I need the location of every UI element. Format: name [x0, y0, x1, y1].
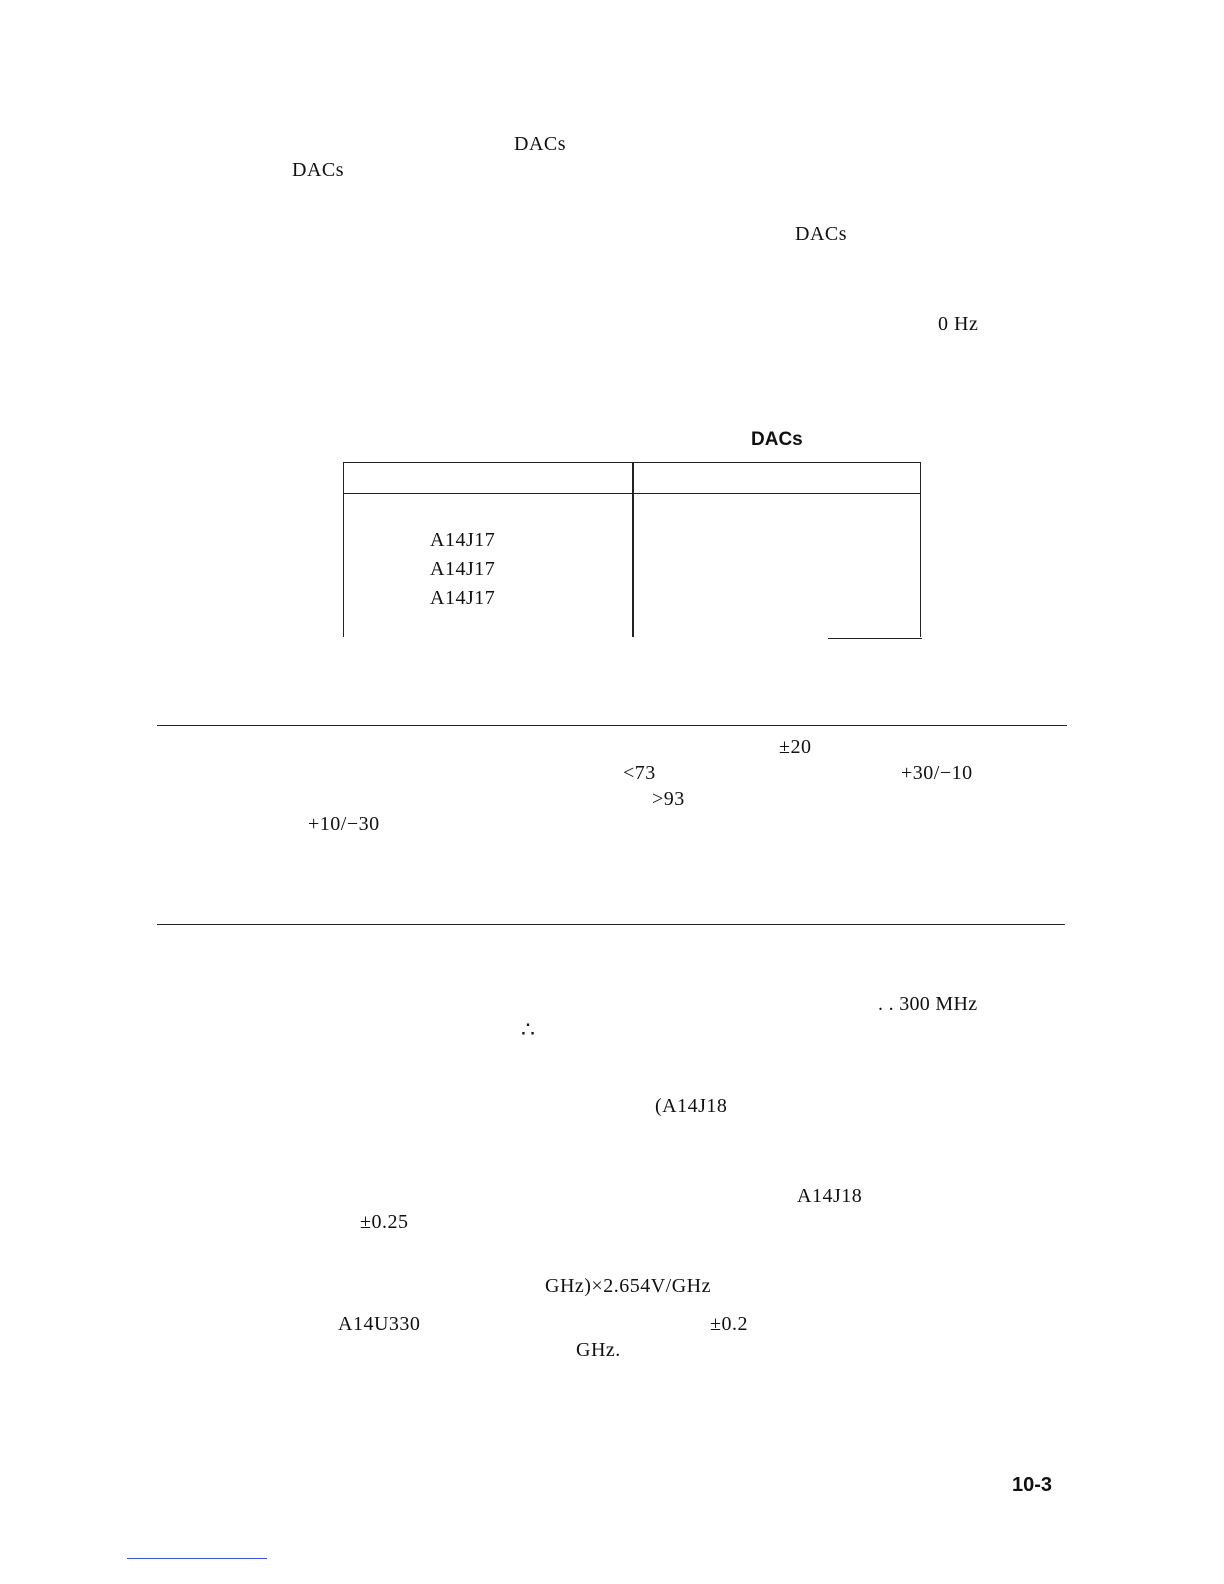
- spec-bottom-rule: [157, 924, 1065, 925]
- text-plus-minus-20: ±20: [779, 736, 812, 758]
- text-a14j18-paren: (A14J18: [655, 1095, 728, 1117]
- page-number: 10-3: [1012, 1474, 1053, 1496]
- text-ghz: GHz.: [576, 1339, 621, 1361]
- spec-top-rule: [157, 725, 1067, 726]
- table-column-divider: [632, 463, 634, 637]
- text-less-73: <73: [623, 762, 656, 784]
- footer-link-underline[interactable]: [127, 1558, 267, 1559]
- table-cell-connector: A14J17: [430, 558, 496, 580]
- text-plus10-minus30: +10/−30: [308, 813, 380, 835]
- text-dacs: DACs: [795, 223, 848, 245]
- text-dacs: DACs: [514, 133, 567, 155]
- text-plus30-minus10: +30/−10: [901, 762, 973, 784]
- table-cell-connector: A14J17: [430, 529, 496, 551]
- text-formula: GHz)×2.654V/GHz: [545, 1275, 711, 1297]
- text-range-300mhz: . . 300 MHz: [878, 993, 978, 1015]
- text-plus-minus-02: ±0.2: [710, 1313, 748, 1335]
- text-greater-93: >93: [652, 788, 685, 810]
- text-zero-hz: 0 Hz: [938, 313, 979, 335]
- table-bottom-rule: [828, 638, 922, 639]
- table-cell-connector: A14J17: [430, 587, 496, 609]
- therefore-symbol: ∴: [521, 1017, 536, 1042]
- text-plus-minus-025: ±0.25: [360, 1211, 409, 1233]
- dac-table: [343, 462, 921, 637]
- table-caption: DACs: [751, 429, 803, 450]
- text-dacs: DACs: [292, 159, 345, 181]
- text-a14j18: A14J18: [797, 1185, 863, 1207]
- text-a14u330: A14U330: [338, 1313, 421, 1335]
